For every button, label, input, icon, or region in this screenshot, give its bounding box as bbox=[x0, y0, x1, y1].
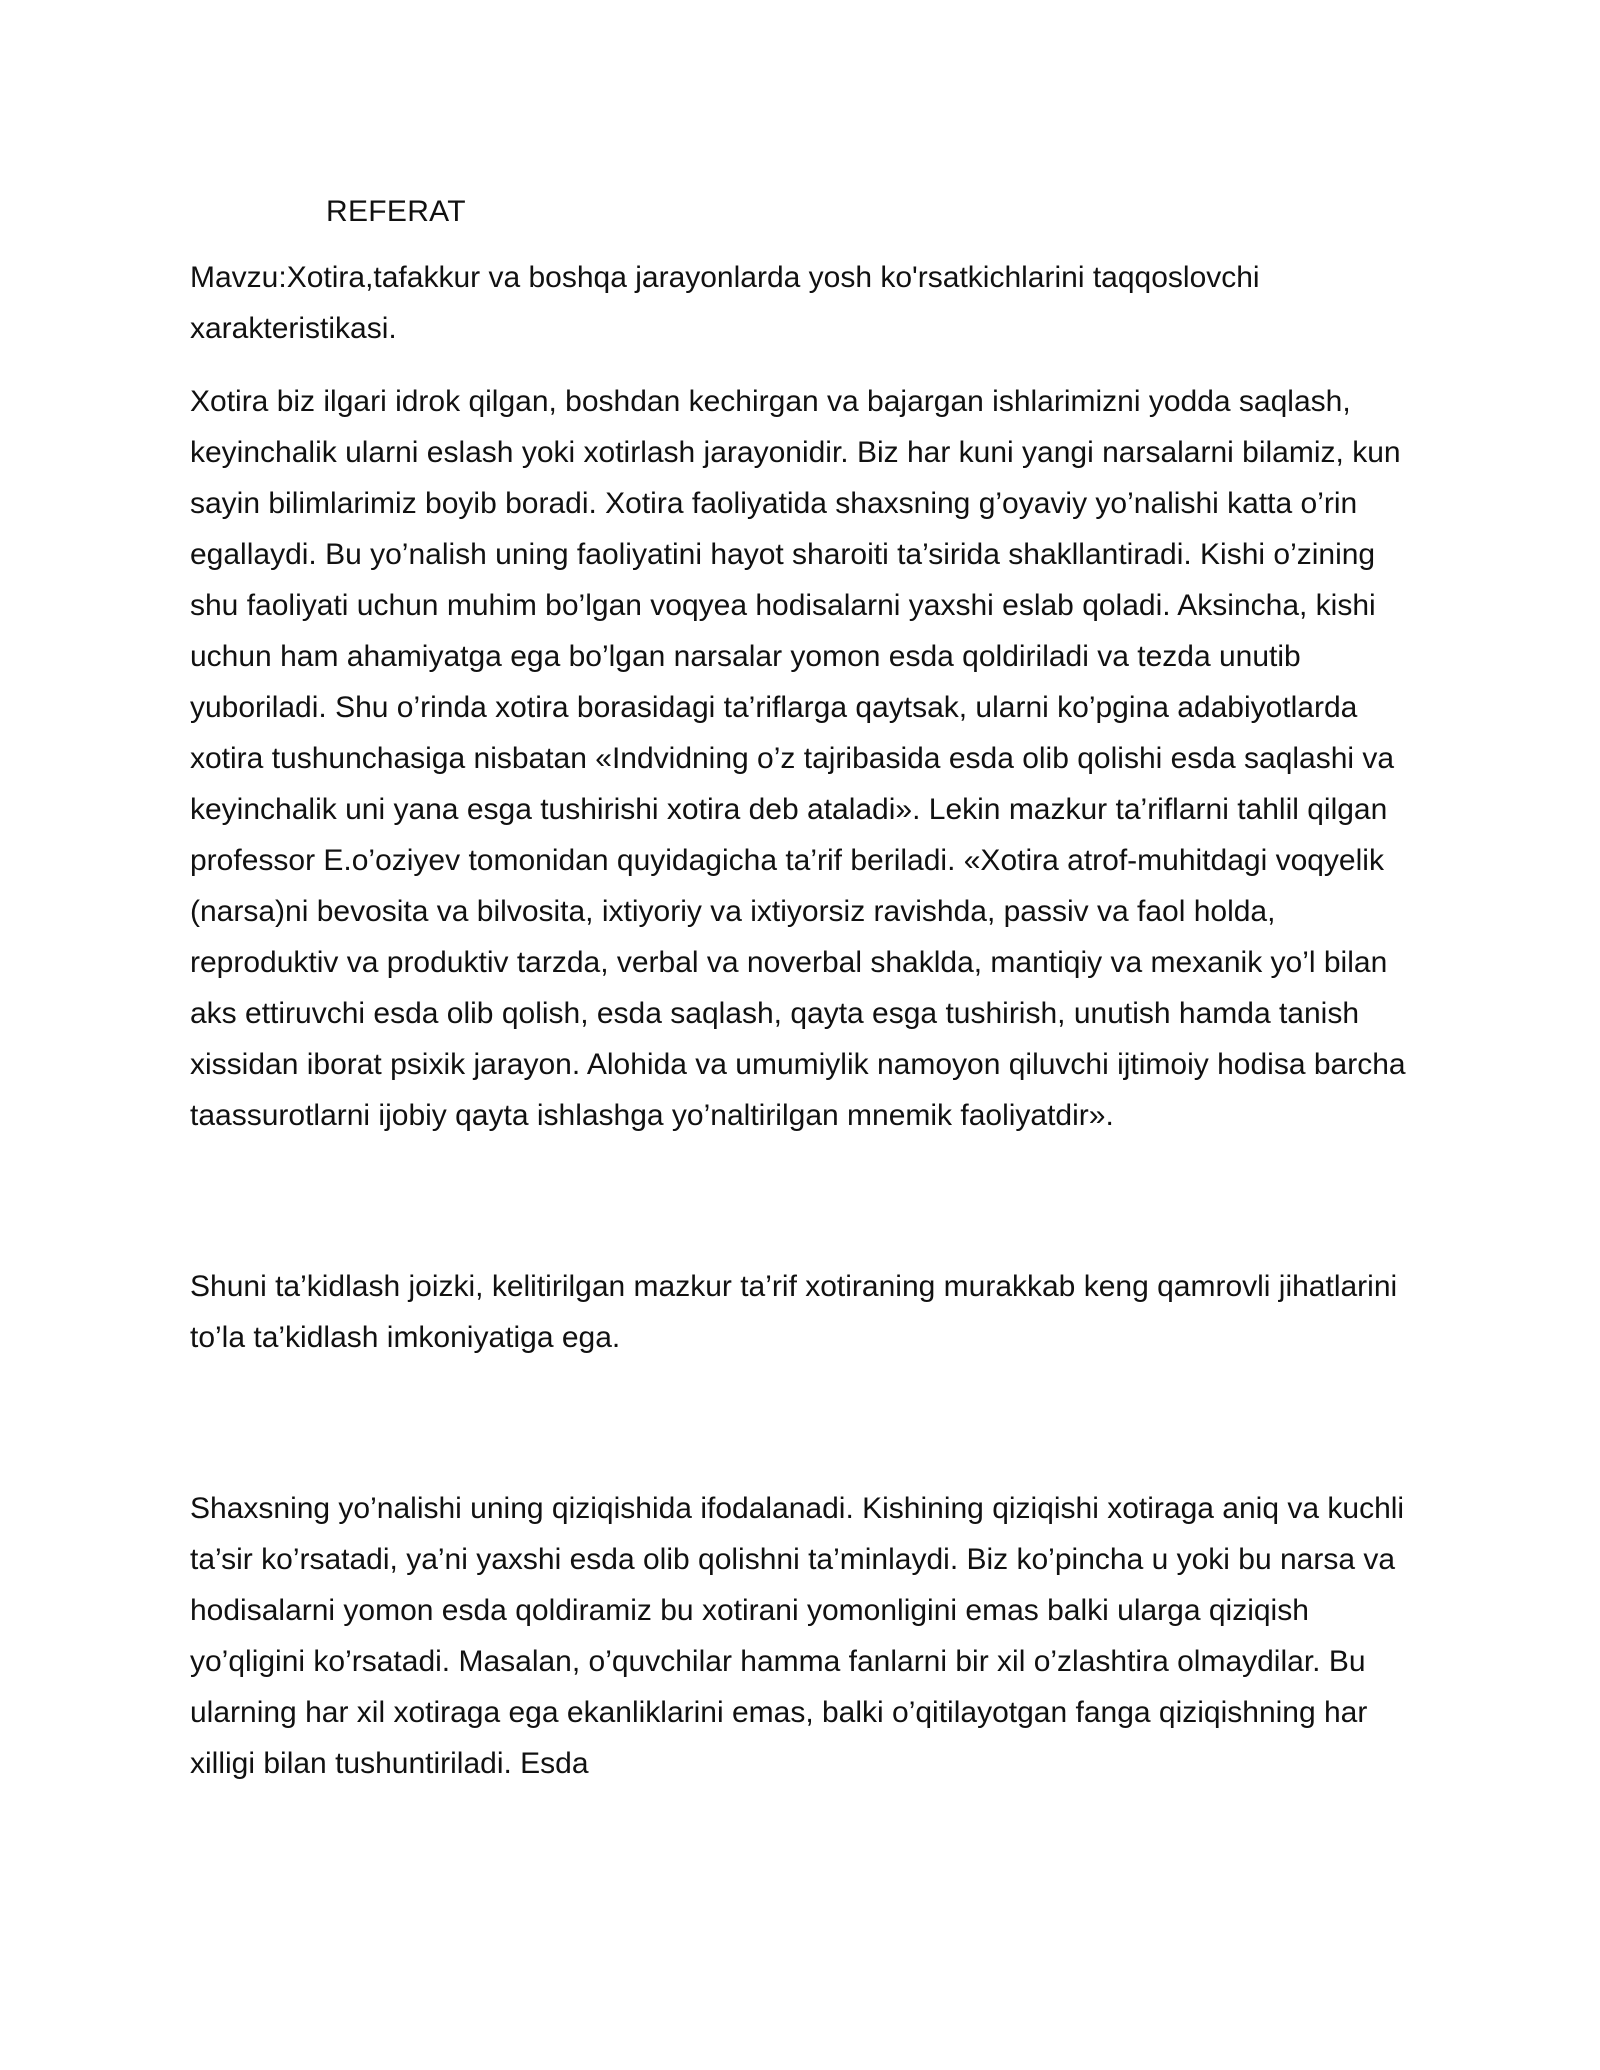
document-title: REFERAT bbox=[326, 195, 466, 228]
paragraph-interest: Shaxsning yo’nalishi uning qiziqishida ifodalanadi. Kishining qiziqishi xotiraga aniq va kuchli ta’sir ko’rsatadi, ya’ni yaxshi esda olib qolishni ta’minlaydi. Biz ko’pincha u yoki bu narsa va hodisalarni yomon esda qoldiramiz bu xotirani yomonligini emas balki ularga qiziqish yo’qligini ko’rsatadi. Masalan, o’quvchilar hamma fanlarni bir xil o’zlashtira olmaydilar. Bu ularning har xil xotiraga ega ekanliklarini emas, balki o’qitilayotgan fanga qiziqishning har xilligi bilan tushuntiriladi. Esda bbox=[190, 1492, 1405, 1780]
document-subject: Mavzu:Xotira,tafakkur va boshqa jarayonlarda yosh ko'rsatkichlarini taqqoslovchi xarakteristikasi. bbox=[190, 261, 1260, 345]
paragraph-emphasis: Shuni ta’kidlash joizki, kelitirilgan mazkur ta’rif xotiraning murakkab keng qamrovli jihatlarini to’la ta’kidlash imkoniyatiga ega. bbox=[190, 1270, 1398, 1354]
document-body bbox=[190, 186, 1420, 1789]
paragraph-memory-definition: Xotira biz ilgari idrok qilgan, boshdan kechirgan va bajargan ishlarimizni yodda saqlash, keyinchalik ularni eslash yoki xotirlash jarayonidir. Biz har kuni yangi narsalarni bilamiz, kun sayin bilimlarimiz boyib boradi. Xotira faoliyatida shaxsning g’oyaviy yo’nalishi katta o’rin egallaydi. Bu yo’nalish uning faoliyatini hayot sharoiti ta’sirida shakllantiradi. Kishi o’zining shu faoliyati uchun muhim bo’lgan voqyea hodisalarni yaxshi eslab qoladi. Aksincha, kishi uchun ham ahamiyatga ega bo’lgan narsalar yomon esda qoldiriladi va tezda unutib yuboriladi. Shu o’rinda xotira borasidagi ta’riflarga qaytsak, ularni ko’pgina adabiyotlarda xotira tushunchasiga nisbatan «Indvidning o’z tajribasida esda olib qolishi esda saqlashi va keyinchalik uni yana esga tushirishi xotira deb ataladi». Lekin mazkur ta’riflarni tahlil qilgan professor E.o’oziyev tomonidan quyidagicha ta’rif beriladi. «Xotira atrof-muhitdagi voqyelik (narsa)ni bevosita va bilvosita, ixtiyoriy va ixtiyorsiz ravishda, passiv va faol holda, reproduktiv va produktiv tarzda, verbal va noverbal shaklda, mantiqiy va mexanik yo’l bilan aks ettiruvchi esda olib qolish, esda saqlash, qayta esga tushirish, unutish hamda tanish xissidan iborat psixik jarayon. Alohida va umumiylik namoyon qiluvchi ijtimoiy hodisa barcha taassurotlarni ijobiy qayta ishlashga yo’naltirilgan mnemik faoliyatdir». bbox=[190, 385, 1406, 1132]
